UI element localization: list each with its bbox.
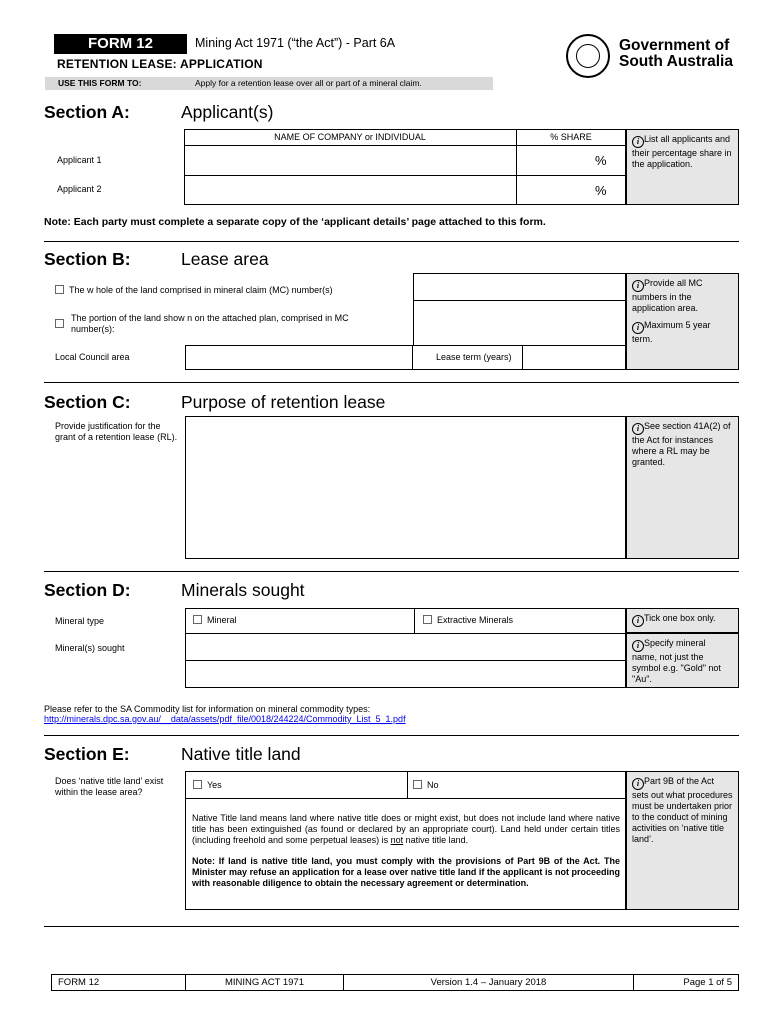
section-e-prompt: Does ‘native title land’ exist within the lease area? [55,776,164,797]
section-d-label: Section D: [44,580,131,600]
section-a-label: Section A: [44,102,130,122]
mc-whole-field[interactable] [414,274,625,300]
section-c-title: Purpose of retention lease [181,392,386,412]
checkbox-icon[interactable] [423,615,432,624]
minerals-sought-label: Mineral(s) sought [55,643,125,653]
divider [44,241,739,242]
mc-portion-field[interactable] [414,301,625,345]
use-this-form-bar [45,77,493,90]
option-portion-line-2: number(s): [71,324,115,334]
commodity-list-link[interactable]: http://minerals.dpc.sa.gov.au/__data/assets/pdf_file/0018/244224/Commodity_List_5_1.pdf [44,714,406,724]
divider [44,926,739,927]
section-b-note-1: Provide all MC numbers in the application area. [632,278,703,313]
divider [44,382,739,383]
section-a-footnote: Note: Each party must complete a separate copy of the ‘applicant details’ page attached to this form. [44,216,546,228]
definition-not: not [390,835,404,845]
section-a-note [626,129,739,205]
native-title-definition [192,813,620,846]
footer-page: Page 1 of 5 [634,975,739,991]
divider [44,735,739,736]
section-d-title: Minerals sought [181,580,305,600]
section-d-note-1-text: Tick one box only. [644,613,716,623]
section-e-note-text: Part 9B of the Act sets out what procedures must be undertaken prior to the conduct of mining activities on ‘native title land’. [632,776,733,844]
applicant-2-label: Applicant 2 [57,184,102,194]
option-yes-label: Yes [207,780,222,790]
council-field[interactable] [186,346,412,369]
government-logo-text [619,38,733,70]
option-portion-label [71,313,349,335]
use-label: USE THIS FORM TO: [58,78,142,88]
applicant-2-name-field[interactable] [186,177,514,204]
option-mineral-label: Mineral [207,615,237,625]
council-label: Local Council area [55,352,130,362]
definition-part-1: Native Title land means land where native title does or might exist, but does not include land where native title has been extinguished (as found or declared by an appropriate court). Land held under certain titles (including freehold and some perpetual leases) is [192,813,620,845]
option-extractive-label: Extractive Minerals [437,615,514,625]
option-extractive[interactable] [423,615,513,626]
checkbox-icon[interactable] [193,780,202,789]
lease-term-field[interactable] [523,346,625,369]
checkbox-icon[interactable] [193,615,202,624]
section-e-note [626,771,739,910]
info-icon: i [632,322,644,334]
info-icon: i [632,615,644,627]
definition-part-2: native title land. [403,835,469,845]
footer-form: FORM 12 [52,975,186,991]
applicant-1-name-field[interactable] [186,147,514,174]
footer-act: MINING ACT 1971 [186,975,344,991]
info-icon: i [632,640,644,652]
use-text: Apply for a retention lease over all or part of a mineral claim. [195,78,422,88]
section-a-title: Applicant(s) [181,102,274,122]
native-title-note: Note: If land is native title land, you must comply with the provisions of Part 9B of the Act. The Minister may refuse an application for a lease over native title land if the applicant is not proceeding with reasonable diligence to obtain the necessary agreement or determination. [192,856,620,888]
footer-table [51,974,739,991]
minerals-sought-field-2[interactable] [186,661,625,687]
col-share-header: % SHARE [550,132,592,142]
checkbox-icon[interactable] [55,319,64,328]
section-e-label: Section E: [44,744,130,764]
justification-field[interactable] [185,416,626,559]
option-whole[interactable] [55,285,333,296]
footer-version: Version 1.4 – January 2018 [344,975,634,991]
gov-line-1: Government of [619,37,730,54]
lease-term-label: Lease term (years) [436,352,512,362]
applicant-1-label: Applicant 1 [57,155,102,165]
applicant-2-share-field[interactable] [518,177,624,204]
section-c-label: Section C: [44,392,131,412]
divider [44,571,739,572]
section-d-note-2 [626,633,739,688]
option-portion-line-1: The portion of the land show n on the attached plan, comprised in MC [71,313,349,323]
section-c-note-text: See section 41A(2) of the Act for instances where a RL may be granted. [632,421,731,467]
option-yes[interactable] [193,780,222,791]
option-mineral[interactable] [193,615,237,626]
info-icon: i [632,778,644,790]
section-c-prompt: Provide justification for the grant of a retention lease (RL). [55,421,178,442]
section-b-note [626,273,739,370]
option-no-label: No [427,780,439,790]
checkbox-icon[interactable] [55,285,64,294]
option-portion[interactable] [55,313,69,330]
gov-line-2: South Australia [619,53,733,70]
info-icon: i [632,423,644,435]
form-title: RETENTION LEASE: APPLICATION [57,57,263,71]
section-b-label: Section B: [44,249,131,269]
act-reference: Mining Act 1971 (“the Act”) - Part 6A [195,36,396,50]
section-d-note-1 [626,608,739,633]
section-c-note [626,416,739,559]
info-icon: i [632,280,644,292]
section-b-title: Lease area [181,249,269,269]
col-name-header: NAME OF COMPANY or INDIVIDUAL [274,132,426,142]
state-seal-logo [566,34,610,78]
applicant-1-share-field[interactable] [518,147,624,174]
applicant-2-pct: % [595,183,607,198]
section-e-title: Native title land [181,744,301,764]
applicant-1-pct: % [595,153,607,168]
section-b-note-2: Maximum 5 year term. [632,320,711,344]
commodity-refer-text: Please refer to the SA Commodity list for information on mineral commodity types: [44,704,371,714]
option-no[interactable] [413,780,439,791]
checkbox-icon[interactable] [413,780,422,789]
minerals-sought-field-1[interactable] [186,634,625,660]
info-icon: i [632,136,644,148]
section-a-note-text: List all applicants and their percentage share in the application. [632,134,732,169]
mineral-type-label: Mineral type [55,616,105,626]
section-d-note-2-text: Specify mineral name, not just the symbol e.g. "Gold" not "Au". [632,638,721,684]
option-whole-label: The w hole of the land comprised in mineral claim (MC) number(s) [69,285,333,295]
form-number-badge: FORM 12 [54,34,187,54]
